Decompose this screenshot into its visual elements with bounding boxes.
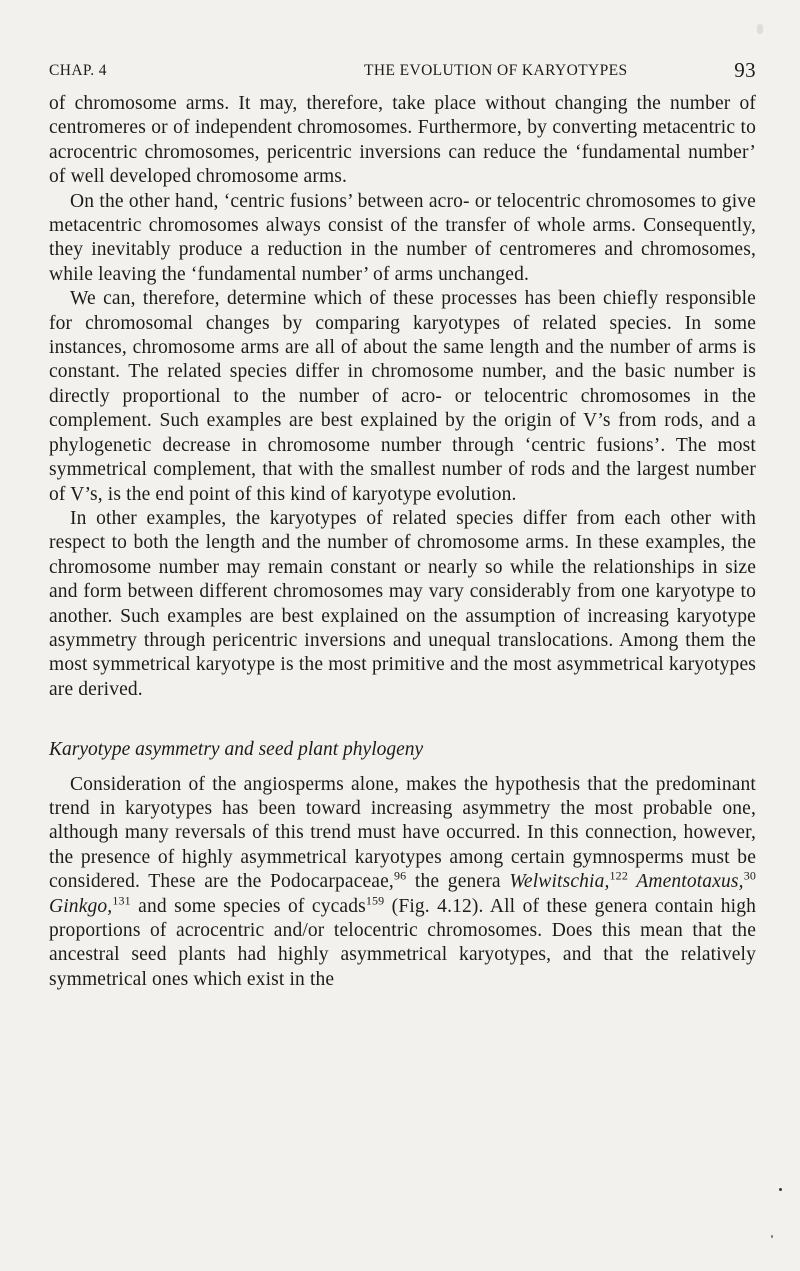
genus-name: Amentotaxus, (627, 871, 744, 893)
genus-name: Welwitschia, (509, 871, 610, 893)
paragraph: On the other hand, ‘centric fusions’ between acro- or telocentric chromosomes to give metacentric chromosomes always consist of the transfer of whole arms. Consequently, they inevitably produce a reduction in the number of centromeres and chromosomes, while leaving the ‘fundamental number’ of arms unchanged. (49, 190, 756, 285)
section-heading: Karyotype asymmetry and seed plant phylogeny (49, 739, 424, 761)
chapter-title: THE EVOLUTION OF KARYOTYPES (364, 62, 628, 79)
reference-number: 131 (112, 893, 131, 908)
paragraph (49, 773, 756, 993)
running-head (49, 58, 756, 92)
body-text (49, 92, 756, 992)
reference-number: 96 (393, 868, 407, 883)
paragraph-text: Consideration of the angiosperms alone, makes the hypothesis that the predominant trend in karyotypes has been toward increasing asymmetry the most probable one, although many reversals of this trend must have occurred. In this connection, however, the presence of highly asymmetrical karyotypes among certain gymnosperms must be considered. These are the Podocarpaceae, (49, 773, 756, 893)
paper-speck (757, 24, 763, 34)
paragraph: of chromosome arms. It may, therefore, take place without changing the number of centromeres or of independent chromosomes. Furthermore, by converting metacentric to acrocentric chromosomes, pericentric inversions can reduce the ‘fundamental number’ of well developed chromosome arms. (49, 93, 756, 188)
genus-name: Ginkgo, (49, 895, 113, 917)
paragraph-text: (Fig. 4.12). All of these genera contain high proportions of acrocentric and/or telocentric chromosomes. Does this mean that the ancestral seed plants had highly asymmetrical karyotypes, and that the relatively symmetrical ones which exist in the (49, 895, 756, 990)
paragraph: In other examples, the karyotypes of related species differ from each other with respect to both the length and the number of chromosome arms. In these examples, the chromosome number may remain constant or nearly so while the relationships in size and form between different chromosomes may vary considerably from one karyotype to another. Such examples are best explained on the assumption of increasing karyotype asymmetry through pericentric inversions and unequal translocations. Among them the most symmetrical karyotype is the most primitive and the most asymmetrical karyotypes are derived. (49, 507, 756, 700)
book-page (49, 58, 756, 992)
paragraph-text: the genera (406, 871, 510, 893)
paper-speck (771, 1235, 773, 1238)
reference-number: 122 (609, 868, 628, 883)
reference-number: 30 (743, 868, 756, 883)
chapter-label: CHAP. 4 (49, 62, 107, 79)
paragraph-text: and some species of cycads (130, 895, 366, 917)
paragraph: We can, therefore, determine which of these processes has been chiefly responsible for chromosomal changes by comparing karyotypes of related species. In some instances, chromosome arms are all of about the same length and the number of arms is constant. The related species differ in chromosome number, and the basic number is directly proportional to the number of acro- or telocentric chromosomes in the complement. Such examples are best explained by the origin of V’s from rods, and a phylogenetic decrease in chromosome number through ‘centric fusions’. The most symmetrical complement, that with the smallest number of rods and the largest number of V’s, is the end point of this kind of karyotype evolution. (49, 288, 756, 505)
paper-speck (779, 1188, 782, 1191)
page-number: 93 (734, 58, 756, 82)
reference-number: 159 (365, 893, 385, 908)
